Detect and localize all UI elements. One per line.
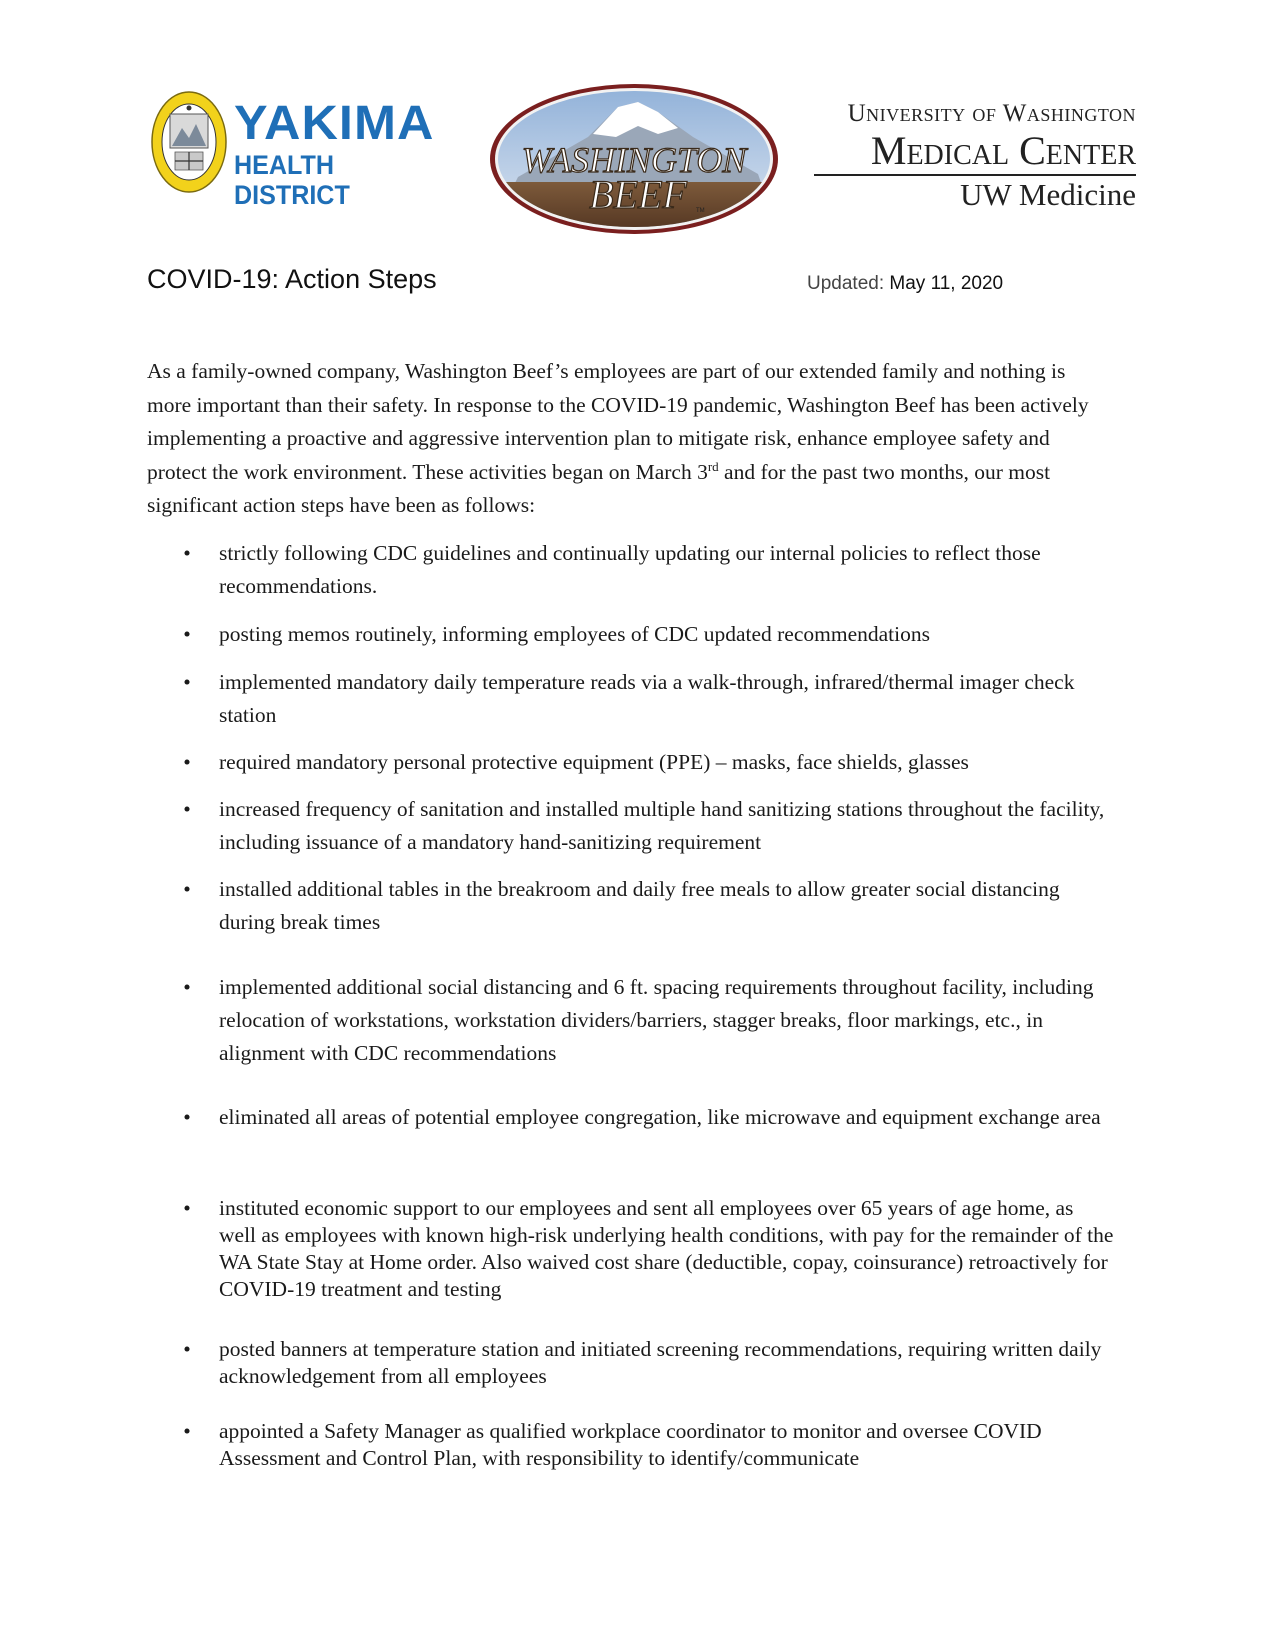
uw-medical-center-logo	[806, 100, 1136, 220]
intro-text: As a family-owned company, Washington Beef’s employees are part of our extended family and nothing is more important than their safety. In response to the COVID-19 pandemic, Washington Beef has been actively implementing a proactive and aggressive intervention plan to mitigate risk, enhance employee safety and protect the work environment. These activities began on March 3	[147, 359, 1089, 484]
list-item-text: implemented mandatory daily temperature reads via a walk-through, infrared/thermal imager check station	[219, 670, 1075, 727]
updated-label: Updated:	[807, 273, 890, 294]
updated-date	[807, 272, 1003, 296]
bullet-icon: •	[183, 1419, 191, 1443]
list-item-text: posted banners at temperature station and initiated screening recommendations, requiring written daily acknowledgement from all employees	[219, 1337, 1102, 1388]
bullet-icon: •	[183, 622, 191, 646]
bullet-icon: •	[183, 1105, 191, 1129]
bullet-icon: •	[183, 670, 191, 694]
intro-paragraph	[147, 355, 1107, 523]
bullet-icon: •	[183, 877, 191, 901]
list-item-text: strictly following CDC guidelines and continually updating our internal policies to reflect those recommendations.	[219, 541, 1041, 598]
intro-superscript: rd	[707, 458, 719, 474]
washington-beef-trademark: TM	[696, 208, 705, 214]
washington-beef-line2: BEEF	[589, 172, 687, 217]
list-item-text: installed additional tables in the breakroom and daily free meals to allow greater social distancing during break times	[219, 877, 1060, 934]
yakima-seal-icon	[150, 90, 228, 194]
list-item-text: required mandatory personal protective equipment (PPE) – masks, face shields, glasses	[219, 750, 969, 774]
list-item-text: appointed a Safety Manager as qualified workplace coordinator to monitor and oversee COVID Assessment and Control Plan, with responsibility to identify/communicate	[219, 1419, 1042, 1470]
yakima-health-district-logo	[150, 88, 460, 210]
uw-logo-university: University of Washington	[847, 100, 1136, 127]
page-title: COVID-19: Action Steps	[147, 264, 437, 294]
logo-bar	[0, 0, 1265, 250]
list-item-text: posting memos routinely, informing employees of CDC updated recommendations	[219, 622, 930, 646]
list-item-text: instituted economic support to our employees and sent all employees over 65 years of age home, as well as employees with known high-risk underlying health conditions, with pay for the remainder of the WA State Stay at Home order. Also waived cost share (deductible, copay, coinsurance) retroactively for COVID-19 treatment and testing	[219, 1196, 1114, 1301]
bullet-icon: •	[183, 750, 191, 774]
uw-logo-rule	[814, 174, 1136, 176]
washington-beef-line1: WASHINGTON	[521, 140, 747, 180]
list-item-text: eliminated all areas of potential employee congregation, like microwave and equipment exchange area	[219, 1105, 1101, 1129]
updated-date-value: May 11, 2020	[889, 273, 1004, 294]
intro-text-end: and for the past two months, our most significant action steps have been as follows:	[147, 459, 1051, 517]
uw-logo-uw-medicine: UW Medicine	[960, 177, 1136, 212]
yakima-logo-subtitle: HEALTH DISTRICT	[234, 150, 350, 210]
bullet-icon: •	[183, 797, 191, 821]
uw-logo-medical-center: Medical Center	[870, 128, 1136, 173]
yakima-logo-name: YAKIMA	[234, 97, 435, 150]
list-item-text: increased frequency of sanitation and installed multiple hand sanitizing stations throughout the facility, including issuance of a mandatory hand-sanitizing requirement	[219, 797, 1105, 854]
list-item-text: implemented additional social distancing and 6 ft. spacing requirements throughout facility, including relocation of workstations, workstation dividers/barriers, stagger breaks, floor markings, etc., in alignment with CDC recommendations	[219, 975, 1094, 1065]
bullet-icon: •	[183, 1196, 191, 1220]
bullet-icon: •	[183, 975, 191, 999]
washington-beef-logo	[488, 82, 780, 237]
bullet-icon: •	[183, 1337, 191, 1361]
bullet-icon: •	[183, 541, 191, 565]
